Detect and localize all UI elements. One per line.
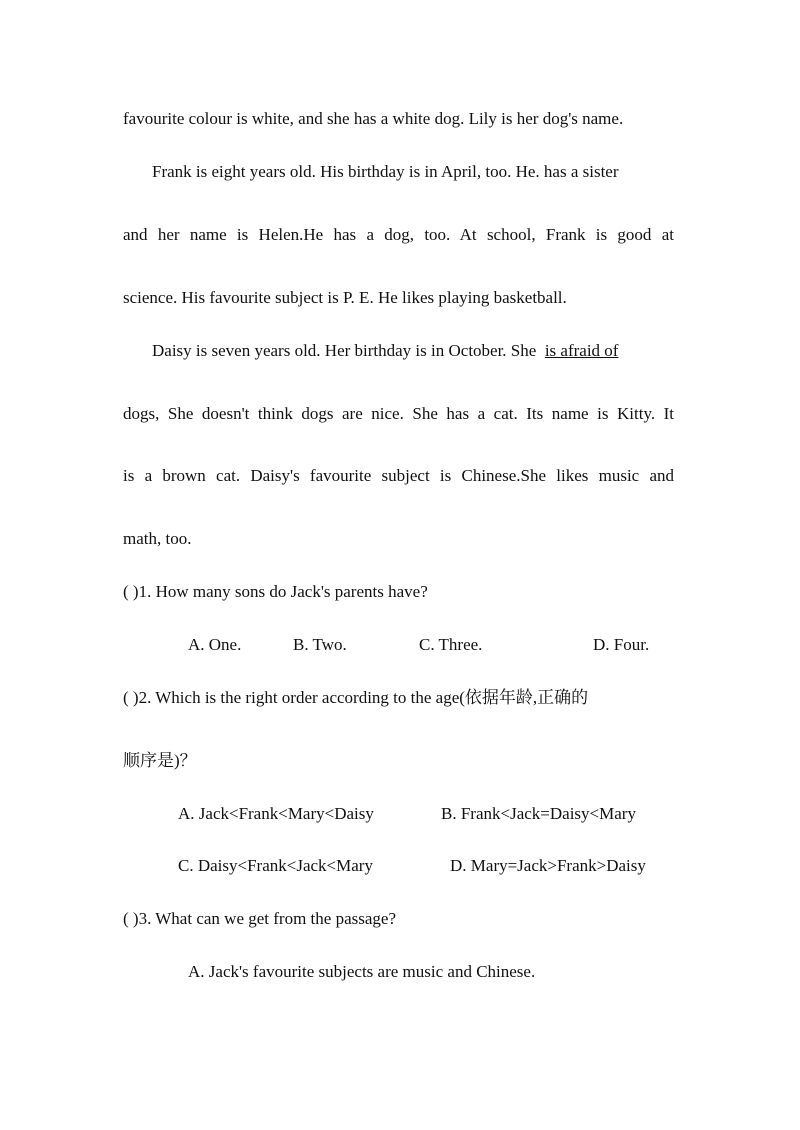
daisy-paragraph-line-1: [152, 340, 618, 362]
q2-option-a: A. Jack<Frank<Mary<Daisy: [178, 804, 374, 823]
question-2-stem: ( )2. Which is the right order according to the age(依据年龄,正确的: [123, 688, 589, 707]
q1-option-d: D. Four.: [593, 635, 650, 654]
underlined-phrase: is afraid of: [544, 341, 619, 360]
daisy-text: Daisy is seven years old. Her birthday is in October. She: [152, 341, 537, 360]
frank-paragraph-line-3: science. His favourite subject is P. E. He likes playing basketball.: [123, 288, 567, 307]
frank-paragraph-line-2: and her name is Helen.He has a dog, too. At school, Frank is good at: [123, 225, 674, 244]
q1-option-b: B. Two.: [293, 635, 347, 654]
question-3-stem: ( )3. What can we get from the passage?: [123, 909, 396, 928]
q2-option-b: B. Frank<Jack=Daisy<Mary: [441, 804, 636, 823]
q1-option-a: A. One.: [188, 635, 242, 654]
frank-paragraph-line-1: Frank is eight years old. His birthday is in April, too. He. has a sister: [152, 162, 619, 181]
q2-option-c: C. Daisy<Frank<Jack<Mary: [178, 856, 373, 875]
daisy-paragraph-line-2: dogs, She doesn't think dogs are nice. She has a cat. Its name is Kitty. It: [123, 404, 674, 423]
question-2-stem-continued: 顺序是)？: [123, 751, 197, 770]
question-1-stem: ( )1. How many sons do Jack's parents have?: [123, 582, 428, 601]
passage-line: favourite colour is white, and she has a white dog. Lily is her dog's name.: [123, 109, 624, 128]
q2-option-d: D. Mary=Jack>Frank>Daisy: [450, 856, 646, 875]
daisy-paragraph-line-4: math, too.: [123, 529, 192, 548]
q3-option-a: A. Jack's favourite subjects are music and Chinese.: [188, 962, 536, 981]
q1-option-c: C. Three.: [419, 635, 483, 654]
daisy-paragraph-line-3: is a brown cat. Daisy's favourite subject is Chinese.She likes music and: [123, 466, 674, 485]
